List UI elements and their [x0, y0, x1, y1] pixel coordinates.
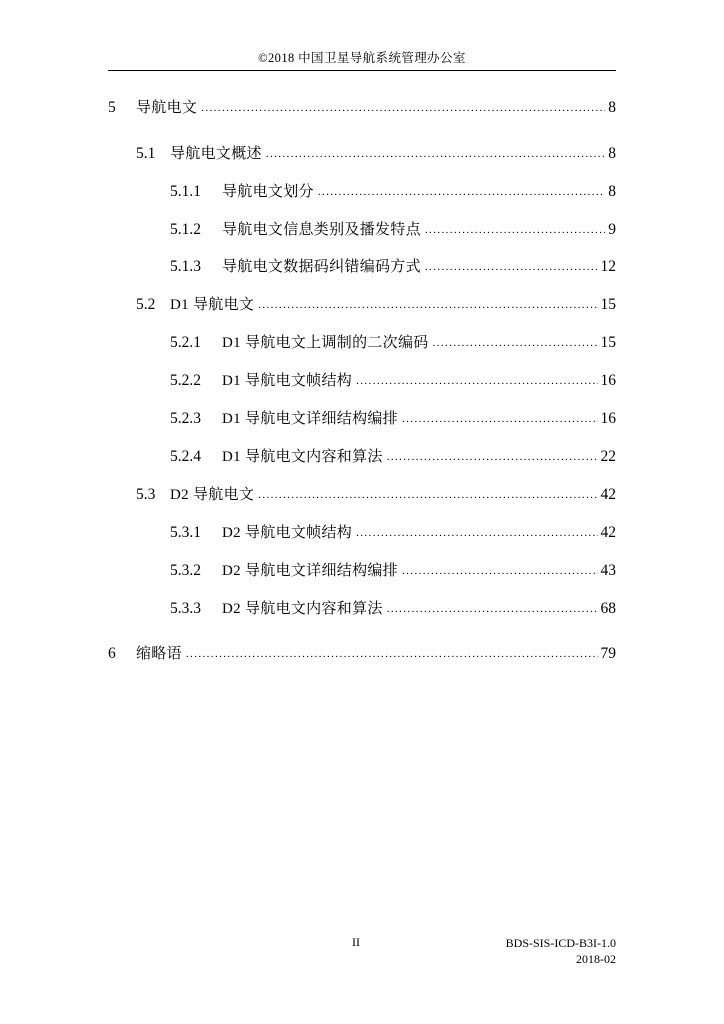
toc-entry-number: 5.3.1 — [170, 524, 201, 541]
toc-entry[interactable] — [108, 96, 616, 118]
toc-dot-leader — [387, 446, 598, 468]
toc-entry-title: D1 导航电文帧结构 — [222, 371, 353, 389]
toc-entry[interactable] — [136, 483, 616, 505]
toc-entry-page: 79 — [600, 645, 616, 662]
toc-dot-leader — [425, 219, 605, 241]
toc-entry-number: 6 — [108, 645, 116, 662]
toc-entry-page: 8 — [608, 99, 616, 116]
toc-entry-page: 8 — [608, 145, 616, 162]
toc-entry-number: 5.3 — [136, 486, 156, 503]
toc-dot-leader — [356, 522, 597, 544]
toc-entry[interactable] — [170, 180, 616, 202]
toc-entry-title: D1 导航电文详细结构编排 — [222, 409, 398, 427]
page-header: ©2018 中国卫星导航系统管理办公室 — [258, 51, 466, 65]
footer-doc-id: BDS-SIS-ICD-B3I-1.0 — [505, 936, 616, 950]
toc-dot-leader — [425, 256, 598, 278]
toc-entry-title: D2 导航电文 — [170, 485, 255, 503]
toc-dot-leader — [387, 598, 598, 620]
toc-entry-page: 16 — [600, 410, 616, 427]
toc-entry-page: 12 — [600, 258, 616, 275]
toc-entry-page: 43 — [600, 562, 616, 579]
toc-dot-leader — [402, 560, 598, 582]
toc-entry-page: 15 — [600, 334, 616, 351]
toc-entry-number: 5.2.3 — [170, 410, 201, 427]
toc-entry-number: 5.3.2 — [170, 562, 201, 579]
toc-entry-title: D2 导航电文详细结构编排 — [222, 561, 398, 579]
footer-date: 2018-02 — [576, 952, 616, 966]
toc-dot-leader — [201, 97, 605, 119]
toc-entry-page: 16 — [600, 372, 616, 389]
toc-entry-number: 5.2 — [136, 296, 156, 313]
toc-entry-title: D1 导航电文 — [170, 295, 255, 313]
toc-entry-number: 5.2.4 — [170, 448, 201, 465]
toc-entry-title: 导航电文概述 — [170, 144, 262, 162]
toc-entry-number: 5.2.1 — [170, 334, 201, 351]
toc-entry[interactable] — [170, 597, 616, 619]
toc-entry-title: D1 导航电文内容和算法 — [222, 447, 383, 465]
toc-entry[interactable] — [136, 293, 616, 315]
toc-entry-title: 缩略语 — [136, 644, 182, 662]
toc-dot-leader — [266, 143, 605, 165]
toc-entry-number: 5.1 — [136, 145, 156, 162]
toc-dot-leader — [186, 643, 598, 665]
toc-dot-leader — [258, 484, 597, 506]
toc-dot-leader — [258, 294, 597, 316]
toc-entry-number: 5 — [108, 99, 116, 116]
toc-entry-page: 9 — [608, 221, 616, 238]
footer-document-info — [506, 935, 616, 967]
toc-entry[interactable] — [108, 642, 616, 664]
toc-entry[interactable] — [170, 218, 616, 240]
footer-page-number: II — [352, 935, 360, 949]
toc-entry-number: 5.1.2 — [170, 221, 201, 238]
toc-entry-number: 5.1.1 — [170, 183, 201, 200]
toc-dot-leader — [402, 408, 598, 430]
toc-entry[interactable] — [170, 521, 616, 543]
toc-entry-number: 5.2.2 — [170, 372, 201, 389]
toc-entry-number: 5.3.3 — [170, 600, 201, 617]
toc-entry[interactable] — [170, 559, 616, 581]
toc-entry-page: 42 — [600, 524, 616, 541]
toc-entry[interactable] — [136, 142, 616, 164]
toc-entry-title: 导航电文划分 — [222, 182, 314, 200]
toc-entry[interactable] — [170, 255, 616, 277]
toc-entry[interactable] — [170, 407, 616, 429]
toc-entry[interactable] — [170, 445, 616, 467]
toc-entry-page: 42 — [600, 486, 616, 503]
toc-entry-page: 8 — [608, 183, 616, 200]
toc-dot-leader — [433, 332, 598, 354]
toc-entry[interactable] — [170, 331, 616, 353]
toc-entry-page: 22 — [600, 448, 616, 465]
toc-dot-leader — [356, 370, 597, 392]
toc-entry-title: 导航电文 — [136, 98, 198, 116]
toc-entry-title: 导航电文数据码纠错编码方式 — [222, 257, 421, 275]
toc-entry-title: D1 导航电文上调制的二次编码 — [222, 333, 429, 351]
toc-entry[interactable] — [170, 369, 616, 391]
toc-entry-page: 15 — [600, 296, 616, 313]
header-rule — [108, 70, 616, 71]
toc-entry-title: D2 导航电文帧结构 — [222, 523, 353, 541]
toc-entry-title: D2 导航电文内容和算法 — [222, 599, 383, 617]
toc-entry-number: 5.1.3 — [170, 258, 201, 275]
toc-entry-title: 导航电文信息类别及播发特点 — [222, 220, 421, 238]
toc-dot-leader — [318, 181, 605, 203]
toc-entry-page: 68 — [600, 600, 616, 617]
